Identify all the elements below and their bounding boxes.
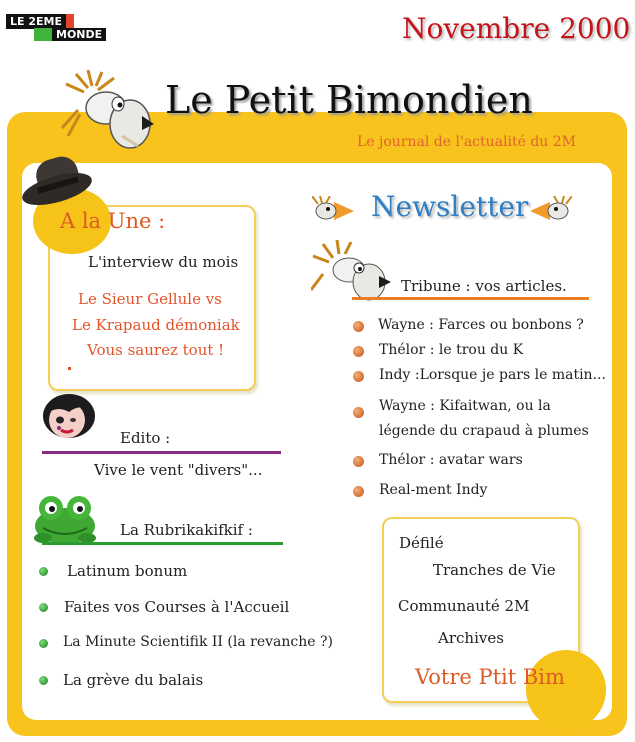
tribune-item[interactable]: Thélor : le trou du K	[379, 342, 524, 358]
logo-green-block	[34, 28, 52, 41]
orange-bullet-icon	[353, 371, 364, 382]
edito-link[interactable]: Vive le vent "divers"...	[94, 461, 263, 479]
rubrik-item[interactable]: Latinum bonum	[67, 562, 188, 580]
bird-arrow-right-icon	[528, 196, 572, 226]
sun-badge-bottom	[526, 650, 606, 730]
une-link-line1[interactable]: Le Sieur Gellule vs	[78, 290, 222, 308]
une-title: A la Une :	[60, 209, 166, 233]
edito-title: Edito :	[120, 429, 171, 447]
newsletter-title: Newsletter	[371, 190, 529, 223]
bird-arrow-left-icon	[312, 196, 356, 226]
issue-month: Novembre 2000	[402, 12, 631, 45]
une-link-line3[interactable]: Vous saurez tout !	[87, 341, 225, 359]
orange-bullet-icon	[353, 346, 364, 357]
orange-bullet-icon	[353, 321, 364, 332]
orange-bullet-icon	[353, 407, 364, 418]
green-bullet-icon	[39, 603, 48, 612]
page-title: Le Petit Bimondien	[165, 78, 533, 122]
logo-line1: LE 2EME	[6, 14, 66, 29]
bird-mascot-icon	[58, 70, 158, 152]
rubrik-item[interactable]: La Minute Scientifik II (la revanche ?)	[63, 634, 333, 650]
rubrik-item[interactable]: La grève du balais	[63, 671, 204, 689]
archives-link[interactable]: Archives	[438, 629, 504, 647]
green-bullet-icon	[39, 567, 48, 576]
defile-link[interactable]: Défilé	[399, 534, 444, 552]
tranches-de-vie-link[interactable]: Tranches de Vie	[433, 561, 556, 579]
tribune-item[interactable]: Real-ment Indy	[379, 482, 488, 498]
une-link-line2[interactable]: Le Krapaud démoniak	[72, 316, 240, 334]
logo-line2: MONDE	[52, 28, 106, 41]
edito-divider	[42, 451, 281, 454]
site-logo[interactable]	[6, 14, 101, 42]
rubrik-title: La Rubrikakifkif :	[120, 521, 253, 539]
green-bullet-icon	[39, 676, 48, 685]
rubrik-divider	[42, 542, 283, 545]
orange-bullet-icon	[353, 486, 364, 497]
tribune-item[interactable]: Thélor : avatar wars	[379, 452, 523, 468]
page-subtitle: Le journal de l'actualité du 2M	[357, 134, 576, 150]
tribune-item[interactable]: Wayne : Farces ou bonbons ?	[378, 317, 584, 333]
tribune-item[interactable]: Wayne : Kifaitwan, ou la	[379, 398, 551, 414]
tribune-item-continued[interactable]: légende du crapaud à plumes	[379, 423, 589, 439]
tribune-divider	[352, 297, 589, 300]
green-bullet-icon	[39, 639, 48, 648]
frog-icon	[33, 492, 97, 546]
une-subtitle: L'interview du mois	[88, 253, 239, 271]
communaute-link[interactable]: Communauté 2M	[398, 597, 530, 615]
bird-mascot-small-icon	[311, 240, 397, 302]
decorative-dot	[68, 367, 71, 370]
girl-avatar-icon	[39, 390, 99, 444]
tribune-item[interactable]: Indy :Lorsque je pars le matin...	[379, 367, 606, 383]
tribune-title: Tribune : vos articles.	[401, 277, 567, 295]
votre-ptit-bim-link[interactable]: Votre Ptit Bim	[415, 665, 565, 689]
rubrik-item[interactable]: Faites vos Courses à l'Accueil	[64, 598, 290, 616]
orange-bullet-icon	[353, 456, 364, 467]
